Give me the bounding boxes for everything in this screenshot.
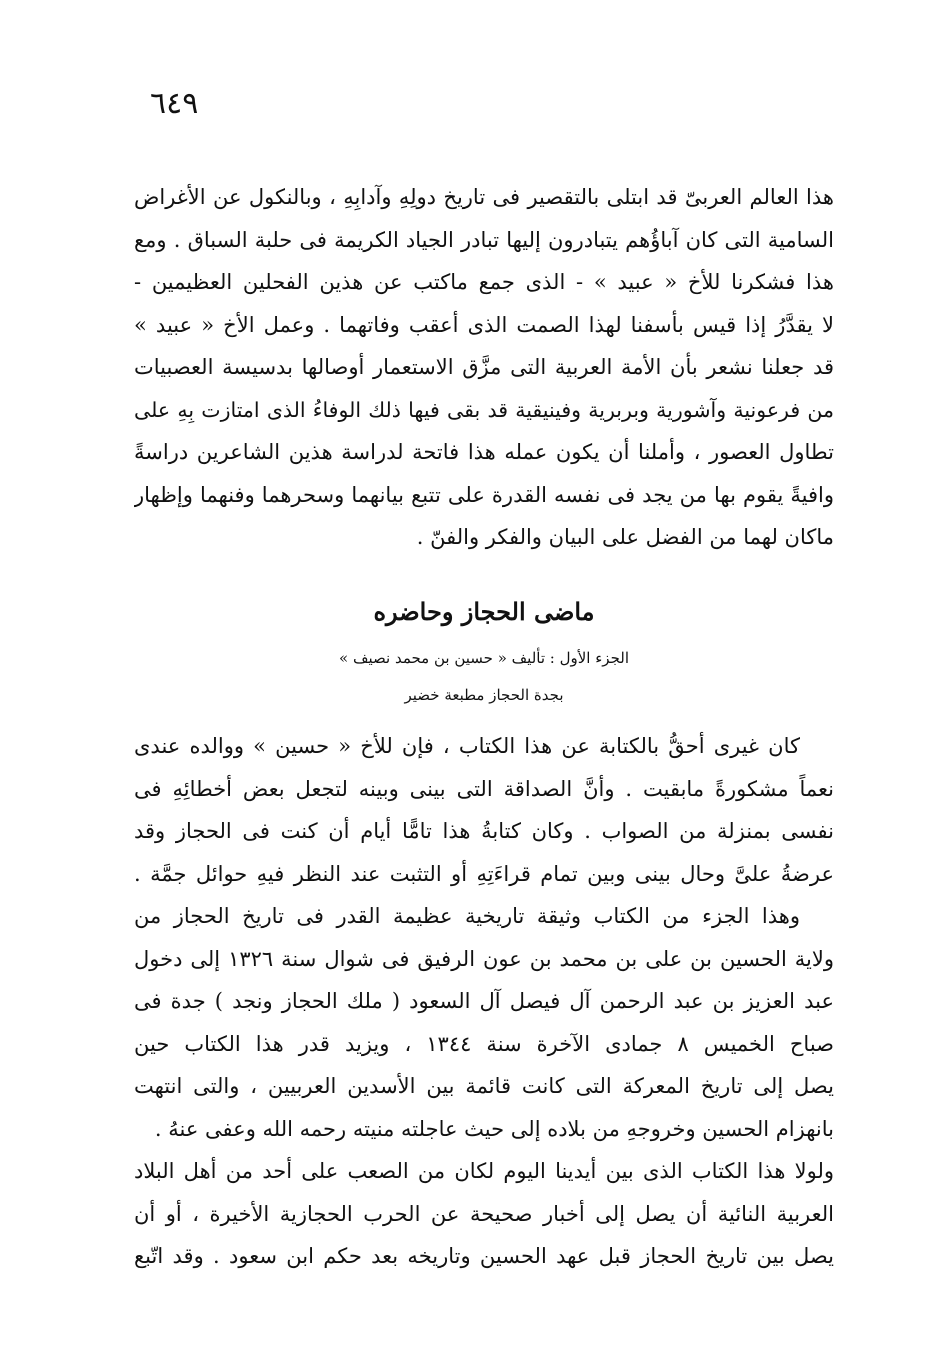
text-line: عرضةُ علىَّ وحال بينى وبين تمام قراءَتِهِ أو التثبت عند النظر فيهِ حوائل جمَّة .	[134, 861, 834, 886]
text-line: تطاول العصور ، وأملنا أن يكون عمله هذا فاتحة لدراسة هذين الشاعرين دراسةً	[134, 440, 834, 464]
intro-paragraph	[134, 176, 834, 559]
section-title: ماضى الحجاز وحاضره	[373, 597, 595, 626]
section-subtitle-author: الجزء الأول : تأليف « حسين بن محمد نصيف »	[339, 649, 629, 667]
text-line: ولاية الحسين بن على بن محمد بن عون الرفيق فى شوال سنة ١٣٢٦ إلى دخول	[134, 946, 834, 971]
text-line: لا يقدَّرُ إذا قيس بأسفنا لهذا الصمت الذى أعقب وفاتهما . وعمل الأخ « عبيد »	[134, 312, 834, 337]
text-line: السامية التى كان آباؤُهم يتبادرون إليها تبادر الجياد الكريمة فى حلبة السباق . ومع	[134, 227, 834, 252]
text-line: كان غيرى أحقُّ بالكتابة عن هذا الكتاب ، فإن للأخ « حسين » ووالده عندى	[134, 734, 800, 758]
text-line: نعماً مشكورةً مابقيت . وأنَّ الصداقة التى بينى وبينه لتجعل بعض أخطائِهِ فى	[134, 776, 834, 801]
text-line: قد جعلنا نشعر بأن الأمة العربية التى مزَّق الاستعمار أوصالها بدسيسة العصبيات	[134, 355, 834, 379]
text-line: وهذا الجزء من الكتاب وثيقة تاريخية عظيمة القدر فى تاريخ الحجاز من	[134, 904, 800, 928]
text-line: يصل إلى تاريخ المعركة التى كانت قائمة بين الأسدين العربيين ، والتى انتهت	[134, 1074, 834, 1098]
text-line: وافيةً يقوم بها من يجد فى نفسه القدرة على تتبع بيانهما وسحرهما وفنهما وإظهار	[134, 482, 834, 507]
text-line: هذا العالم العربىّ قد ابتلى بالتقصير فى تاريخ دولِهِ وآدابِهِ ، وبالنكول عن الأغراض	[134, 185, 834, 209]
text-line: بانهزام الحسين وخروجهِ من بلاده إلى حيث عاجلته منيته رحمه الله وعفى عنهُ .	[154, 1116, 834, 1141]
text-line: عبد العزيز بن عبد الرحمن آل فيصل آل السعود ( ملك الحجاز ونجد ) جدة فى	[134, 989, 834, 1013]
text-line: نفسى بمنزلة من الصواب . وكان كتابةُ هذا تامًّا أيام أن كنت فى الحجاز وقد	[134, 819, 834, 843]
review-paragraph	[134, 725, 834, 1278]
text-line: ماكان لهما من الفضل على البيان والفكر والفنّ .	[416, 525, 834, 549]
text-line: من فرعونية وآشورية وبربرية وفينيقية قد بقى فيها ذلك الوفاءُ الذى امتازت بِهِ على	[134, 397, 834, 422]
page-number: ٦٤٩	[150, 86, 199, 121]
section-subtitle-publisher: بجدة الحجاز مطبعة خضير	[404, 686, 564, 704]
text-line: العربية النائية أن يصل إلى أخبار صحيحة عن الحرب الحجازية الأخيرة ، أو أن	[134, 1201, 834, 1226]
text-line: ولولا هذا الكتاب الذى بين أيدينا اليوم لكان من الصعب على أحد من أهل البلاد	[134, 1159, 834, 1183]
text-line: هذا فشكرنا للأخ « عبيد » - الذى جمع ماكتب عن هذين الفحلين العظيمين -	[134, 270, 834, 294]
text-line: يصل بين تاريخ الحجاز قبل عهد الحسين وتاريخه بعد حكم ابن سعود . وقد اتّبع	[134, 1244, 834, 1268]
text-line: صباح الخميس ٨ جمادى الآخرة سنة ١٣٤٤ ، ويزيد قدر هذا الكتاب حين	[134, 1031, 834, 1056]
